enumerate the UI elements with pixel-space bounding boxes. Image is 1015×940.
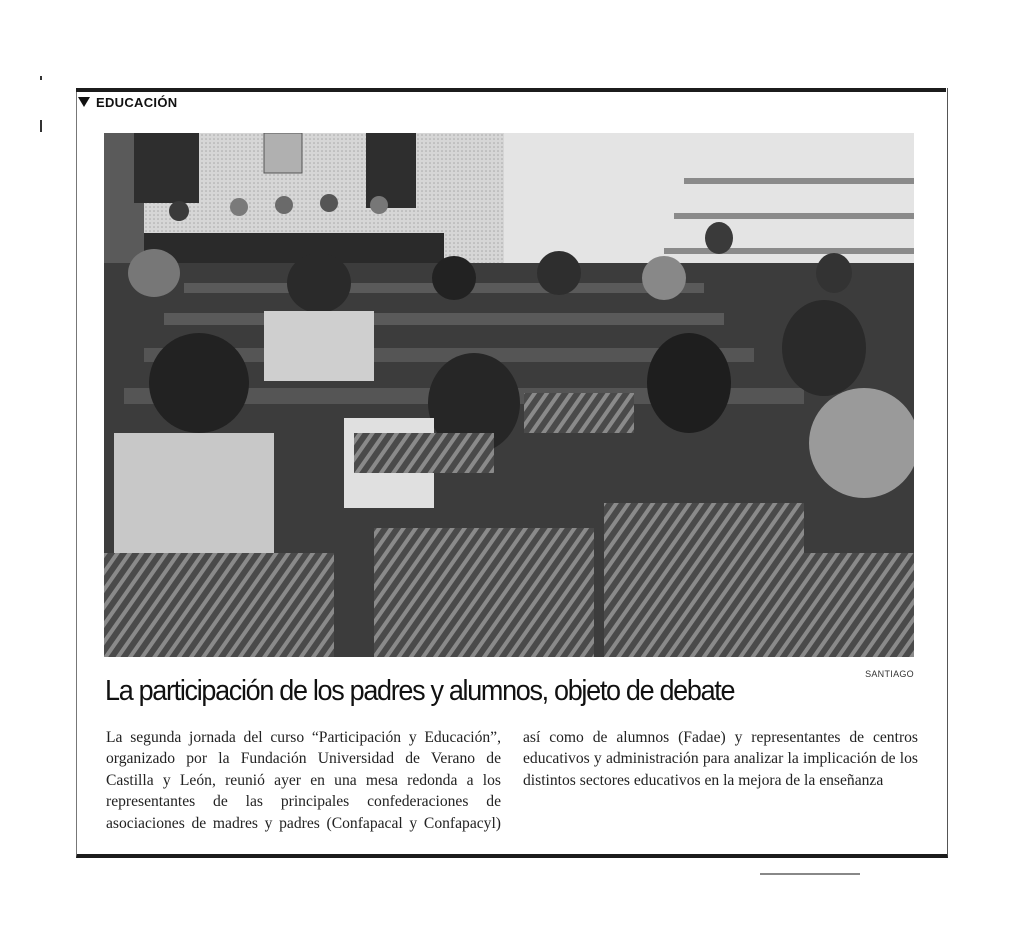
article-photo [104,133,914,657]
triangle-down-icon [78,97,90,107]
divider [760,873,860,875]
article-headline: La participación de los padres y alumnos, objeto de debate [105,675,735,707]
article-body: La segunda jornada del curso “Participación y Educación”, organizado por la Fundación Universidad de Verano de Castilla y León, reunió ayer en una mesa redonda a los representantes de las principales confederaciones de asociaciones de madres y padres (Confapacal y Confapacyl) así como de alumnos (Fadae) y representantes de centros educativos y administración para analizar la implicación de los distintos sectores educativos en la mejora de la enseñanza [106,729,918,832]
section-header [78,93,177,111]
margin-mark [40,120,42,132]
margin-mark [40,76,42,80]
section-rule [76,88,946,92]
audience-photo-graphic [104,133,914,657]
photo-credit: SANTIAGO [865,669,914,679]
section-label: EDUCACIÓN [96,94,178,110]
